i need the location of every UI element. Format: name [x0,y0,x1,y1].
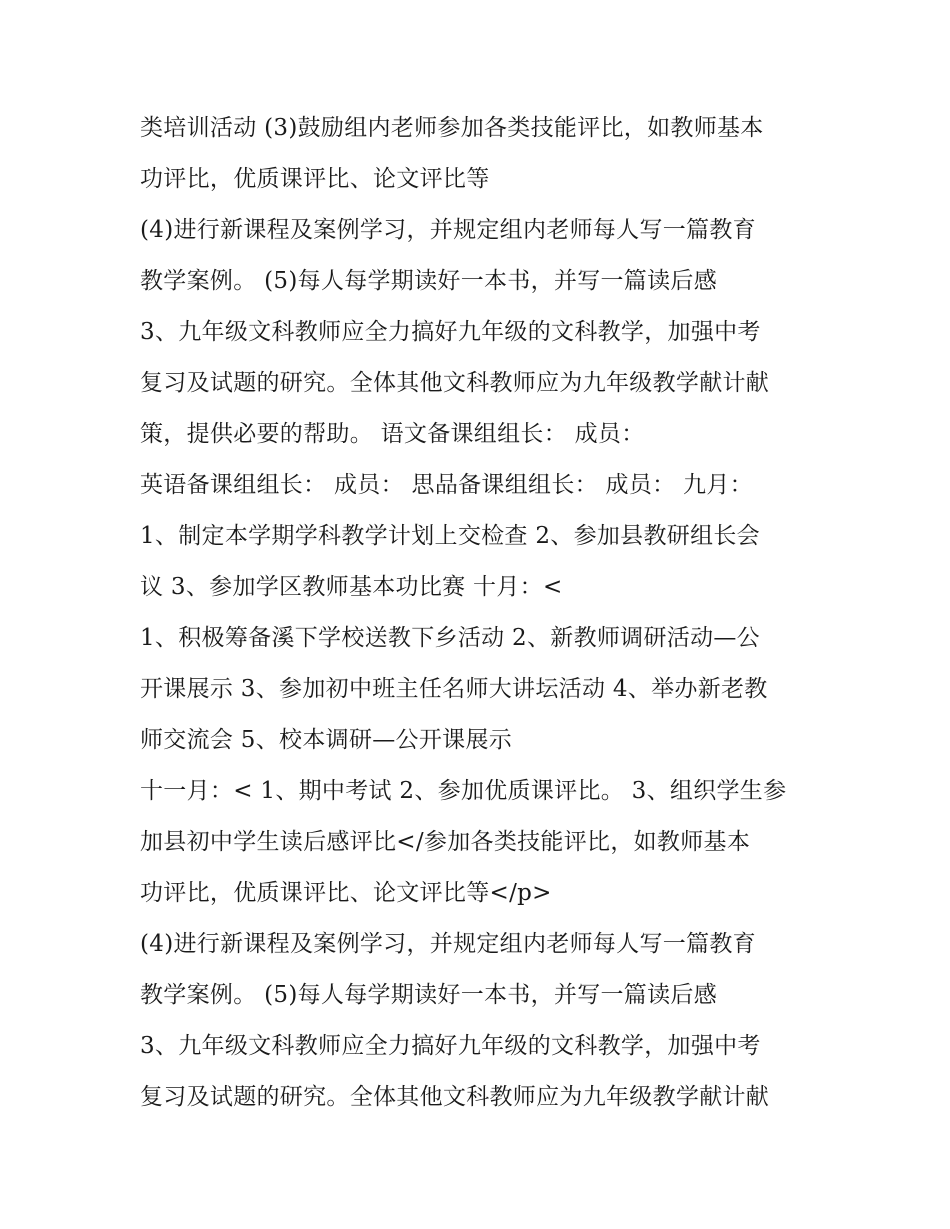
text-line: 功评比，优质课评比、论文评比等</p> [140,880,552,906]
text-line: 师交流会 5、校本调研—公开课展示 [140,727,513,753]
text-line: 议 3、参加学区教师基本功比赛 十月：< [140,574,563,600]
text-line: 1、积极筹备溪下学校送教下乡活动 2、新教师调研活动—公 [140,625,760,651]
text-line: 教学案例。 (5)每人每学期读好一本书，并写一篇读后感 [140,982,717,1008]
text-line: 英语备课组组长： 成员： 思品备课组组长： 成员： 九月： [140,472,753,498]
text-line: (4)进行新课程及案例学习，并规定组内老师每人写一篇教育 [140,931,756,957]
text-line: 加县初中学生读后感评比</参加各类技能评比，如教师基本 [140,829,751,855]
text-line: 策，提供必要的帮助。 语文备课组组长： 成员： [140,421,645,447]
text-line: 3、九年级文科教师应全力搞好九年级的文科教学，加强中考 [140,319,761,345]
text-line: 教学案例。 (5)每人每学期读好一本书，并写一篇读后感 [140,268,717,294]
document-body [140,103,840,1123]
text-line: 复习及试题的研究。全体其他文科教师应为九年级教学献计献 [140,370,770,396]
text-line: 3、九年级文科教师应全力搞好九年级的文科教学，加强中考 [140,1033,761,1059]
text-line: 十一月：< 1、期中考试 2、参加优质课评比。 3、组织学生参 [140,778,787,804]
text-line: (4)进行新课程及案例学习，并规定组内老师每人写一篇教育 [140,217,756,243]
text-line: 1、制定本学期学科教学计划上交检查 2、参加县教研组长会 [140,523,760,549]
text-line: 开课展示 3、参加初中班主任名师大讲坛活动 4、举办新老教 [140,676,768,702]
text-line: 功评比，优质课评比、论文评比等 [140,166,490,192]
text-line: 复习及试题的研究。全体其他文科教师应为九年级教学献计献 [140,1084,770,1110]
text-line: 类培训活动 (3)鼓励组内老师参加各类技能评比，如教师基本 [140,115,764,141]
